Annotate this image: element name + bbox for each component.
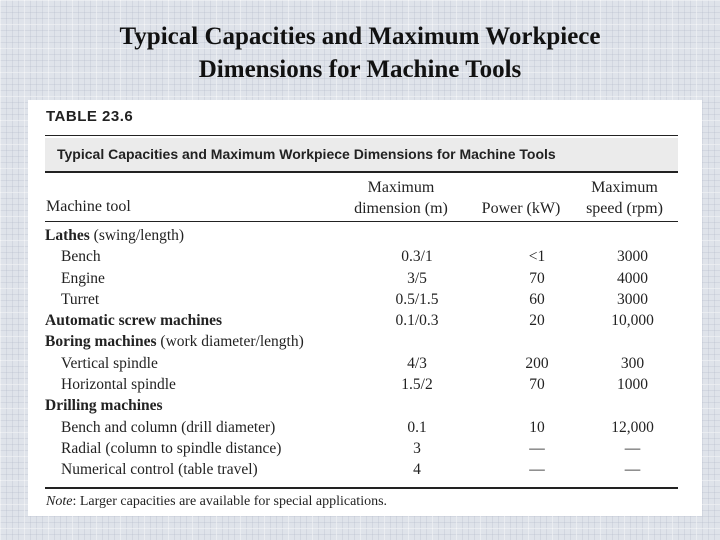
cell-max-dimension: 0.1/0.3 xyxy=(395,312,439,330)
cell-power xyxy=(487,225,587,246)
cell-machine-tool xyxy=(45,395,347,416)
cell-max-dimension xyxy=(347,395,487,416)
cell-max-dimension: 0.1 xyxy=(407,418,427,436)
tool-description: Horizontal spindle xyxy=(61,376,176,394)
cell-max-speed: 4000 xyxy=(617,269,648,287)
top-rule xyxy=(45,135,678,136)
cell-max-dimension: 3/5 xyxy=(407,269,427,287)
category-label: Automatic screw machines xyxy=(45,312,223,330)
header-dimension-line-1: Maximum xyxy=(367,179,435,196)
cell-power xyxy=(487,331,587,352)
tool-description: (work diameter/length) xyxy=(156,333,304,351)
table-row xyxy=(45,438,678,459)
cell-power: 20 xyxy=(529,312,545,330)
tool-description: Bench and column (drill diameter) xyxy=(61,418,276,436)
cell-power xyxy=(487,395,587,416)
cell-max-dimension xyxy=(347,331,487,352)
cell-max-dimension: 0.3/1 xyxy=(401,248,433,266)
capacity-table xyxy=(45,225,678,481)
category-label: Drilling machines xyxy=(45,397,163,415)
cell-max-speed xyxy=(587,331,678,352)
header-machine-tool: Machine tool xyxy=(46,198,131,215)
cell-machine-tool xyxy=(45,310,347,331)
cell-machine-tool xyxy=(45,289,347,310)
table-row xyxy=(45,395,678,416)
tool-description: Engine xyxy=(61,269,105,287)
cell-max-speed: 1000 xyxy=(617,376,648,394)
table-row xyxy=(45,246,678,267)
table-row xyxy=(45,417,678,438)
tool-description: Radial (column to spindle distance) xyxy=(61,439,282,457)
table-caption: Typical Capacities and Maximum Workpiece Dimensions for Machine Tools xyxy=(57,146,556,162)
cell-machine-tool xyxy=(45,225,347,246)
cell-max-speed: 300 xyxy=(620,354,645,372)
cell-max-dimension: 3 xyxy=(413,439,421,457)
cell-machine-tool xyxy=(45,331,347,352)
header-power: Power (kW) xyxy=(481,200,561,217)
table-row xyxy=(45,310,678,331)
slide-title xyxy=(0,20,720,86)
cell-power: 60 xyxy=(529,290,545,308)
cell-power: 200 xyxy=(525,354,549,372)
cell-power: <1 xyxy=(528,248,546,266)
header-speed-line-2: speed (rpm) xyxy=(586,200,663,217)
table-scan xyxy=(28,100,702,516)
header-dimension-line-2: dimension (m) xyxy=(354,200,448,217)
table-row xyxy=(45,268,678,289)
table-note xyxy=(46,494,387,510)
cell-max-speed xyxy=(587,225,678,246)
table-row xyxy=(45,331,678,352)
cell-max-dimension: 1.5/2 xyxy=(401,376,433,394)
slide-title-line-2: Dimensions for Machine Tools xyxy=(198,56,522,83)
caption-rule xyxy=(45,171,678,173)
cell-max-dimension: 4 xyxy=(413,461,421,479)
cell-machine-tool xyxy=(45,246,347,267)
table-row xyxy=(45,225,678,246)
cell-max-dimension: 0.5/1.5 xyxy=(395,290,439,308)
cell-max-dimension: 4/3 xyxy=(407,354,427,372)
cell-max-speed: 10,000 xyxy=(611,312,654,330)
table-row xyxy=(45,353,678,374)
table-row xyxy=(45,374,678,395)
cell-max-speed: 3000 xyxy=(617,248,648,266)
tool-description: Vertical spindle xyxy=(61,354,158,372)
note-text: : Larger capacities are available for special applications. xyxy=(72,494,388,509)
cell-max-speed xyxy=(587,395,678,416)
slide-title-line-1: Typical Capacities and Maximum Workpiece xyxy=(119,23,601,50)
cell-power: 10 xyxy=(529,418,545,436)
cell-power: — xyxy=(529,439,545,457)
cell-max-speed: — xyxy=(624,461,641,479)
cell-max-speed: 12,000 xyxy=(611,418,654,436)
header-max-dimension xyxy=(331,177,471,219)
tool-description: (swing/length) xyxy=(89,227,185,244)
cell-machine-tool xyxy=(45,268,347,289)
cell-power: 70 xyxy=(529,269,545,287)
bottom-rule xyxy=(45,487,678,489)
cell-machine-tool xyxy=(45,353,347,374)
tool-description: Turret xyxy=(61,290,100,308)
category-label: Boring machines xyxy=(45,333,157,351)
cell-power: 70 xyxy=(529,376,545,394)
header-speed-line-1: Maximum xyxy=(591,179,658,196)
note-label: Note xyxy=(46,494,73,509)
cell-max-speed: — xyxy=(624,439,641,457)
category-label: Lathes xyxy=(45,227,90,244)
table-row xyxy=(45,289,678,310)
cell-machine-tool xyxy=(45,417,347,438)
cell-max-dimension xyxy=(347,225,487,246)
cell-max-speed: 3000 xyxy=(617,290,648,308)
header-rule xyxy=(45,221,678,222)
cell-machine-tool xyxy=(45,459,347,480)
table-number: TABLE 23.6 xyxy=(46,108,134,125)
tool-description: Bench xyxy=(61,248,101,266)
cell-machine-tool xyxy=(45,374,347,395)
tool-description: Numerical control (table travel) xyxy=(61,461,258,479)
cell-machine-tool xyxy=(45,438,347,459)
header-max-speed xyxy=(571,177,678,219)
cell-power: — xyxy=(529,461,545,479)
table-row xyxy=(45,459,678,480)
